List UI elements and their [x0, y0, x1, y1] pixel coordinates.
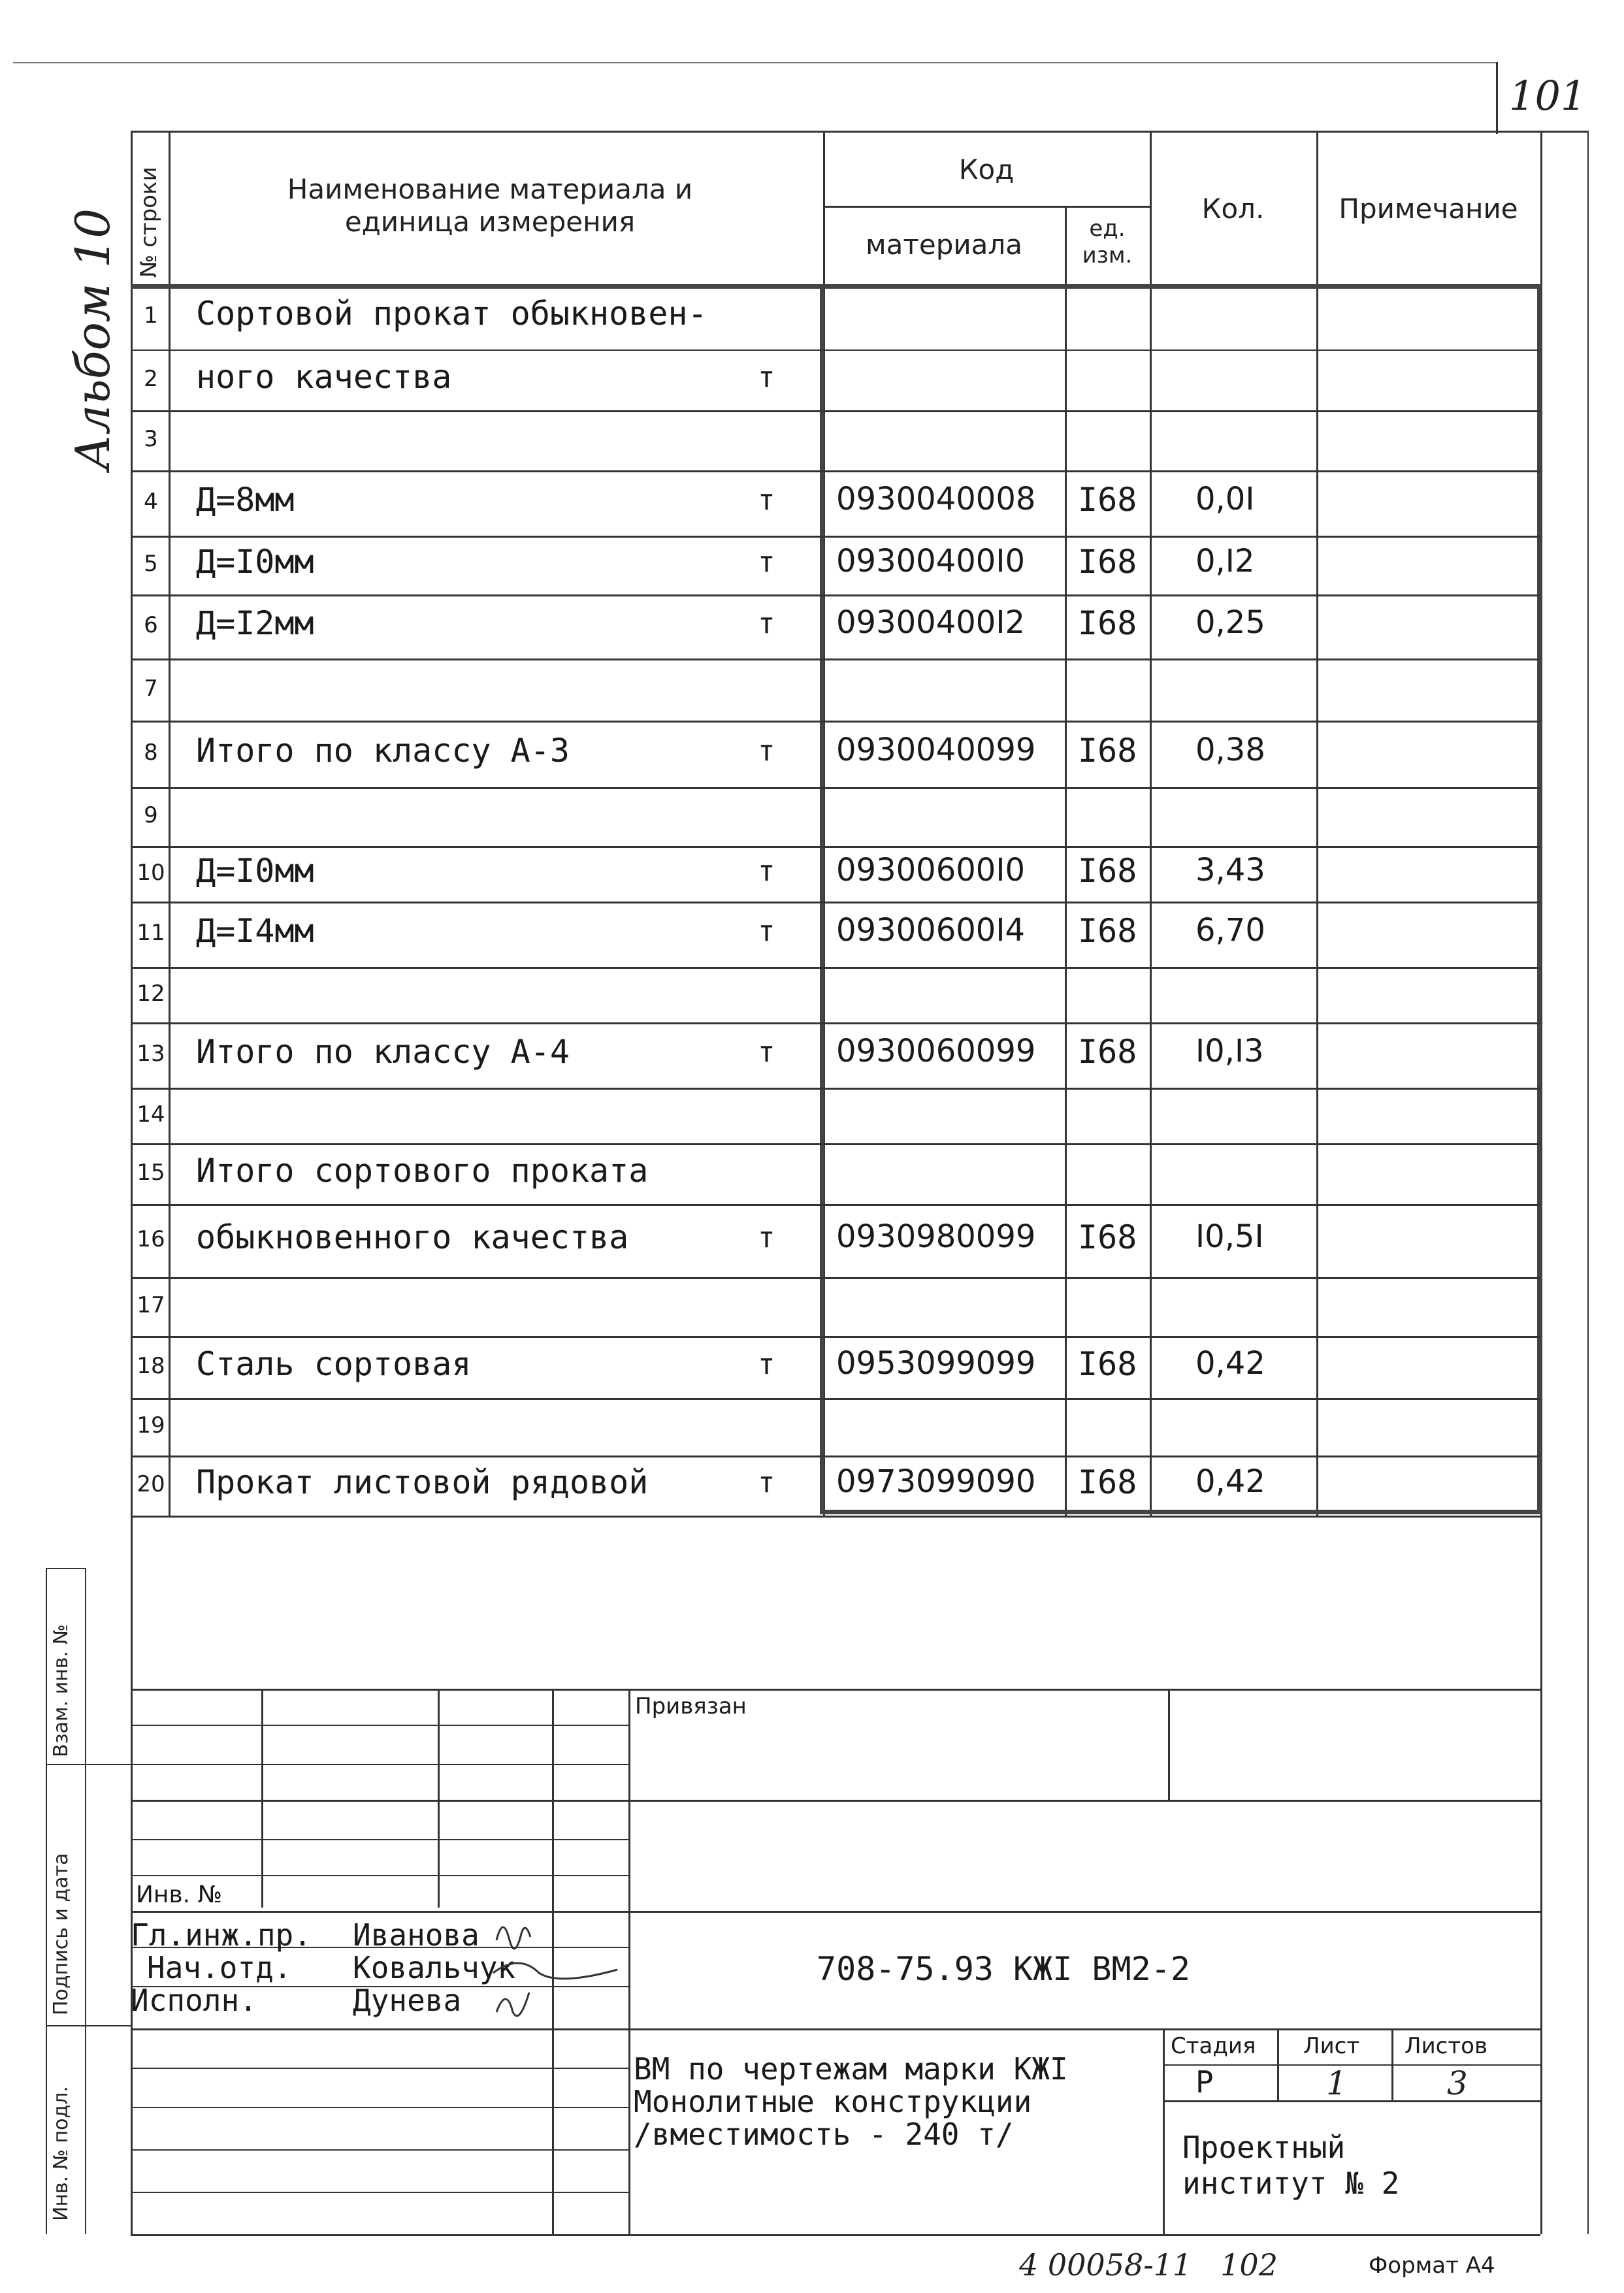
tb-row-3: [131, 1800, 1540, 1802]
tb-row-11: [131, 2107, 628, 2108]
row-unit-letter: т: [758, 1035, 775, 1069]
row-unit-letter: т: [758, 360, 775, 394]
frame-top: [131, 131, 1587, 133]
row-number: 11: [137, 920, 165, 946]
header-material: материала: [865, 229, 1022, 261]
row-number: 20: [137, 1471, 165, 1497]
code-qty-box: [820, 284, 1542, 1514]
row-divider: [131, 350, 1540, 351]
side-label-vzam: Взам. инв. №: [50, 1624, 73, 1757]
description-line-1: ВМ по чертежам марки КЖI: [634, 2051, 1068, 2087]
header-unit: ед. изм.: [1082, 216, 1133, 268]
side-strip-left: [46, 1568, 47, 2234]
row-quantity: I0,I3: [1195, 1033, 1264, 1069]
description-line-2: Монолитные конструкции: [634, 2084, 1032, 2119]
stage-row-1: [1163, 2064, 1540, 2066]
row-unit-code: I68: [1078, 1218, 1137, 1256]
signature-1: [496, 1927, 530, 1949]
row-name: Итого сортового проката: [196, 1151, 649, 1190]
sheet-value: 1: [1326, 2064, 1347, 2102]
row-number: 5: [144, 551, 158, 577]
side-label-podpis: Подпись и дата: [50, 1853, 73, 2015]
sheets-value: 3: [1447, 2064, 1468, 2102]
tb-row-1: [131, 1725, 628, 1726]
row-quantity: 0,42: [1195, 1463, 1265, 1500]
frame-right-outer: [1587, 131, 1589, 2234]
top-rule: [13, 62, 1496, 63]
row-material-code: 09300600I4: [836, 912, 1026, 949]
inv-no-label: Инв. №: [136, 1881, 223, 1908]
sheet-number: 101: [1509, 72, 1587, 120]
row-material-code: 09300600I0: [836, 851, 1026, 888]
sheet-label: Лист: [1303, 2033, 1360, 2059]
table-bottom: [131, 1516, 1540, 1518]
side-strip-top: [46, 1568, 85, 1569]
signature-marks: [483, 1914, 634, 2025]
row-name: Сортовой прокат обыкновен-: [196, 295, 707, 333]
row-unit-letter: т: [758, 1347, 775, 1381]
row-divider: [131, 1143, 1540, 1145]
organization-line-1: Проектный: [1182, 2130, 1346, 2165]
row-divider: [131, 846, 1540, 848]
row-quantity: 0,0I: [1195, 481, 1255, 517]
row-name: Итого по классу А-3: [196, 732, 570, 770]
row-quantity: 0,38: [1195, 732, 1265, 768]
stage-col-left: [1163, 2028, 1165, 2234]
tb-col-e: [1168, 1689, 1170, 1800]
document-code: 708-75.93 КЖI ВМ2-2: [817, 1950, 1190, 1988]
row-material-code: 0930040008: [836, 481, 1036, 517]
tb-top: [131, 1689, 1540, 1691]
row-quantity: 0,25: [1195, 604, 1265, 641]
col-line-num: [169, 131, 171, 1516]
row-number: 9: [144, 802, 158, 828]
row-divider: [131, 1336, 1540, 1338]
row-divider: [131, 787, 1540, 789]
row-material-code: 0930060099: [836, 1033, 1036, 1069]
row-unit-letter: т: [758, 915, 775, 948]
row-unit-code: I68: [1078, 732, 1137, 770]
tb-row-5: [131, 1875, 628, 1876]
row-unit-letter: т: [758, 1466, 775, 1499]
row-name: ного качества: [196, 357, 452, 396]
row-name: Д=I2мм: [196, 604, 314, 642]
row-name: Итого по классу А-4: [196, 1033, 570, 1071]
side-strip-right: [85, 1568, 86, 2234]
stage-row-2: [1163, 2100, 1540, 2102]
row-divider: [131, 1088, 1540, 1090]
album-label: Альбом 10: [65, 208, 120, 470]
row-number: 6: [144, 612, 158, 638]
tb-row-6: [131, 1911, 1540, 1913]
header-name: Наименование материала и единица измерения: [287, 173, 693, 238]
row-unit-code: I68: [1078, 543, 1137, 581]
bottom-inventory-number: 4 00058-11 102: [1019, 2247, 1278, 2283]
tb-row-10: [131, 2068, 628, 2069]
stage-label: Стадия: [1171, 2033, 1256, 2059]
tb-bottom: [131, 2234, 1540, 2236]
row-number: 15: [137, 1159, 165, 1186]
signature-2: [493, 1963, 617, 1979]
row-number: 4: [144, 489, 158, 515]
row-number: 1: [144, 302, 158, 329]
row-number: 19: [137, 1412, 165, 1439]
privyazan-label: Привязан: [635, 1693, 747, 1719]
sheets-label: Листов: [1405, 2033, 1488, 2059]
row-divider: [131, 967, 1540, 969]
row-divider: [131, 902, 1540, 903]
row-number: 13: [137, 1041, 165, 1067]
row-name: Д=I4мм: [196, 912, 314, 950]
tb-row-9: [131, 2028, 1540, 2030]
row-name: Д=I0мм: [196, 543, 314, 581]
row-divider: [131, 659, 1540, 660]
page-format: Формат А4: [1369, 2252, 1495, 2279]
row-number: 17: [137, 1292, 165, 1318]
row-divider: [131, 410, 1540, 412]
header-row-no: № строки: [136, 167, 162, 278]
row-unit-letter: т: [758, 607, 775, 640]
row-unit-code: I68: [1078, 851, 1137, 890]
row-unit-code: I68: [1078, 912, 1137, 950]
row-unit-code: I68: [1078, 1344, 1137, 1383]
row-unit-code: I68: [1078, 604, 1137, 642]
header-code: Код: [958, 154, 1015, 186]
row-name: Прокат листовой рядовой: [196, 1463, 649, 1501]
row-unit-code: I68: [1078, 1463, 1137, 1501]
header-code-split: [823, 206, 1150, 208]
row-quantity: I0,5I: [1195, 1218, 1264, 1255]
side-strip-div2: [46, 2025, 131, 2026]
row-divider: [131, 1022, 1540, 1024]
row-number: 18: [137, 1352, 165, 1379]
name-ivanova: Иванова: [353, 1917, 479, 1953]
role-nach-otd: Нач.отд.: [147, 1950, 292, 1985]
role-gl-inzh: Гл.инж.пр.: [131, 1917, 312, 1953]
row-number: 3: [144, 426, 158, 452]
header-note: Примечание: [1339, 193, 1518, 225]
row-divider: [131, 536, 1540, 538]
side-label-inv: Инв. № подл.: [50, 2086, 73, 2221]
row-unit-letter: т: [758, 854, 775, 888]
row-divider: [131, 1398, 1540, 1400]
row-unit-letter: т: [758, 1221, 775, 1254]
tb-row-4: [131, 1839, 628, 1840]
signature-3: [496, 1992, 529, 2016]
row-unit-letter: т: [758, 483, 775, 517]
organization-line-2: институт № 2: [1182, 2166, 1400, 2201]
row-divider: [131, 1277, 1540, 1279]
row-name: Сталь сортовая: [196, 1344, 472, 1383]
row-quantity: 0,42: [1195, 1344, 1265, 1382]
name-duneva: Дунева: [353, 1983, 462, 2018]
name-kovalchuk: Ковальчук: [353, 1950, 516, 1985]
row-name: обыкновенного качества: [196, 1218, 629, 1256]
row-material-code: 09300400I2: [836, 604, 1026, 641]
row-number: 8: [144, 740, 158, 766]
row-divider: [131, 721, 1540, 723]
row-divider: [131, 1204, 1540, 1206]
row-material-code: 0930980099: [836, 1218, 1036, 1255]
tb-row-2: [131, 1764, 628, 1765]
tb-row-12: [131, 2149, 628, 2151]
sheet-number-divider: [1496, 62, 1498, 134]
row-number: 12: [137, 980, 165, 1007]
row-divider: [131, 470, 1540, 472]
role-ispoln: Исполн.: [131, 1983, 257, 2018]
row-quantity: 6,70: [1195, 912, 1265, 949]
row-name: Д=I0мм: [196, 851, 314, 890]
row-material-code: 0973099090: [836, 1463, 1036, 1500]
row-unit-letter: т: [758, 545, 775, 579]
row-number: 16: [137, 1226, 165, 1252]
tb-row-13: [131, 2192, 628, 2193]
row-number: 14: [137, 1101, 165, 1128]
description-line-3: /вместимость - 240 т/: [634, 2117, 1014, 2152]
row-quantity: 0,I2: [1195, 543, 1255, 579]
row-divider: [131, 1455, 1540, 1457]
row-material-code: 0930040099: [836, 732, 1036, 768]
header-qty: Кол.: [1201, 193, 1265, 225]
row-unit-letter: т: [758, 734, 775, 768]
row-number: 7: [144, 675, 158, 702]
row-number: 2: [144, 365, 158, 392]
row-material-code: 09300400I0: [836, 543, 1026, 579]
row-name: Д=8мм: [196, 481, 295, 519]
row-unit-code: I68: [1078, 481, 1137, 519]
row-number: 10: [137, 859, 165, 886]
stage-value: Р: [1195, 2064, 1214, 2100]
row-divider: [131, 594, 1540, 596]
row-unit-code: I68: [1078, 1033, 1137, 1071]
row-quantity: 3,43: [1195, 851, 1265, 888]
row-material-code: 0953099099: [836, 1344, 1036, 1382]
side-strip-div1: [46, 1764, 131, 1765]
